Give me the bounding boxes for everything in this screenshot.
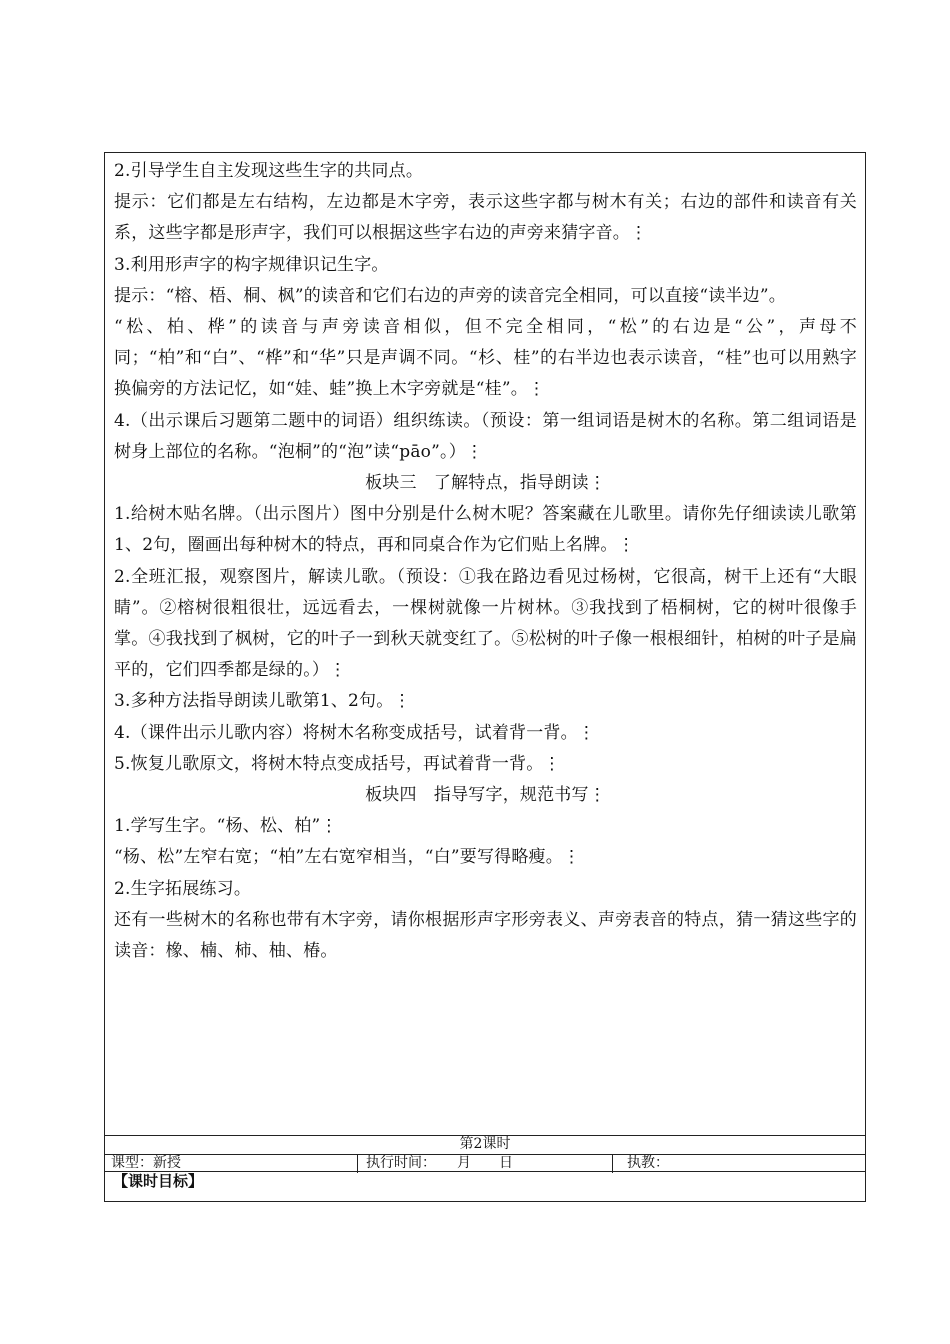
lesson-teacher: 执教： [627, 1155, 669, 1171]
line-4: 提示：“榕、梧、桐、枫”的读音和它们右边的声旁的读音完全相同，可以直接“读半边”。 [114, 285, 786, 306]
section-heading-4: 板块四 指导写字，规范书写⋮ [365, 785, 606, 806]
line-6: 4.（出示课后习题第二题中的词语）组织练读。（预设：第一组词语是树木的名称。第二组词语是树身上部位的名称。“泡桐”的“泡”读“pāo”。）⋮ [114, 410, 857, 462]
line-1: 2.引导学生自主发现这些生字的共同点。 [114, 161, 424, 181]
line-14: 1.学写生字。“杨、松、柏”⋮ [114, 816, 338, 837]
lesson-plan-table [104, 152, 866, 1202]
line-5: “松、柏、桦”的读音与声旁读音相似，但不完全相同，“松”的右边是“公”，声母不同；“柏”和“白”、“桦”和“华”只是声调不同。“杉、桂”的右半边也表示读音，“桂”也可以用熟字换偏旁的方法记忆，如“娃、蛙”换上木字旁就是“桂”。⋮ [114, 317, 857, 400]
lesson-goal-heading: 【课时目标】 [113, 1172, 204, 1190]
line-12: 5.恢复儿歌原文，将树木特点变成括号，再试着背一背。⋮ [114, 753, 561, 774]
line-11: 4.（课件出示儿歌内容）将树木名称变成括号，试着背一背。⋮ [114, 722, 596, 743]
line-17: 还有一些树木的名称也带有木字旁，请你根据形声字形旁表义、声旁表音的特点，猜一猜这些字的读音：橡、楠、柿、柚、椿。 [114, 909, 857, 962]
lesson-time: 执行时间： 月 日 [366, 1155, 513, 1171]
line-2: 提示：它们都是左右结构，左边都是木字旁，表示这些字都与树木有关；右边的部件和读音有关系，这些字都是形声字，我们可以根据这些字右边的声旁来猜字音。⋮ [114, 192, 857, 244]
line-9: 2.全班汇报，观察图片，解读儿歌。（预设：①我在路边看见过杨树，它很高，树干上还有“大眼睛”。②榕树很粗很壮，远远看去，一棵树就像一片树林。③我找到了梧桐树，它的树叶很像手掌。④我找到了枫树，它的叶子一到秋天就变红了。⑤松树的叶子像一根根细针，柏树的叶子是扁平的，它们四季都是绿的。）⋮ [114, 566, 857, 681]
line-8: 1.给树木贴名牌。（出示图片）图中分别是什么树木呢？答案藏在儿歌里。请你先仔细读读儿歌第1、2句，圈画出每种树木的特点，再和同桌合作为它们贴上名牌。⋮ [114, 504, 857, 556]
line-3: 3.利用形声字的构字规律识记生字。 [114, 254, 389, 275]
line-16: 2.生字拓展练习。 [114, 878, 252, 899]
lesson-content [105, 153, 865, 1135]
lesson-title: 第2课时 [459, 1136, 511, 1152]
divider-line [105, 1171, 865, 1172]
lesson-type: 课型：新授 [111, 1155, 181, 1171]
lesson-title-row [105, 1136, 865, 1154]
section-heading-3: 板块三 了解特点，指导朗读⋮ [365, 473, 606, 494]
line-15: “杨、松”左窄右宽；“柏”左右宽窄相当，“白”要写得略瘦。⋮ [114, 847, 581, 868]
line-10: 3.多种方法指导朗读儿歌第1、2句。⋮ [114, 691, 411, 712]
